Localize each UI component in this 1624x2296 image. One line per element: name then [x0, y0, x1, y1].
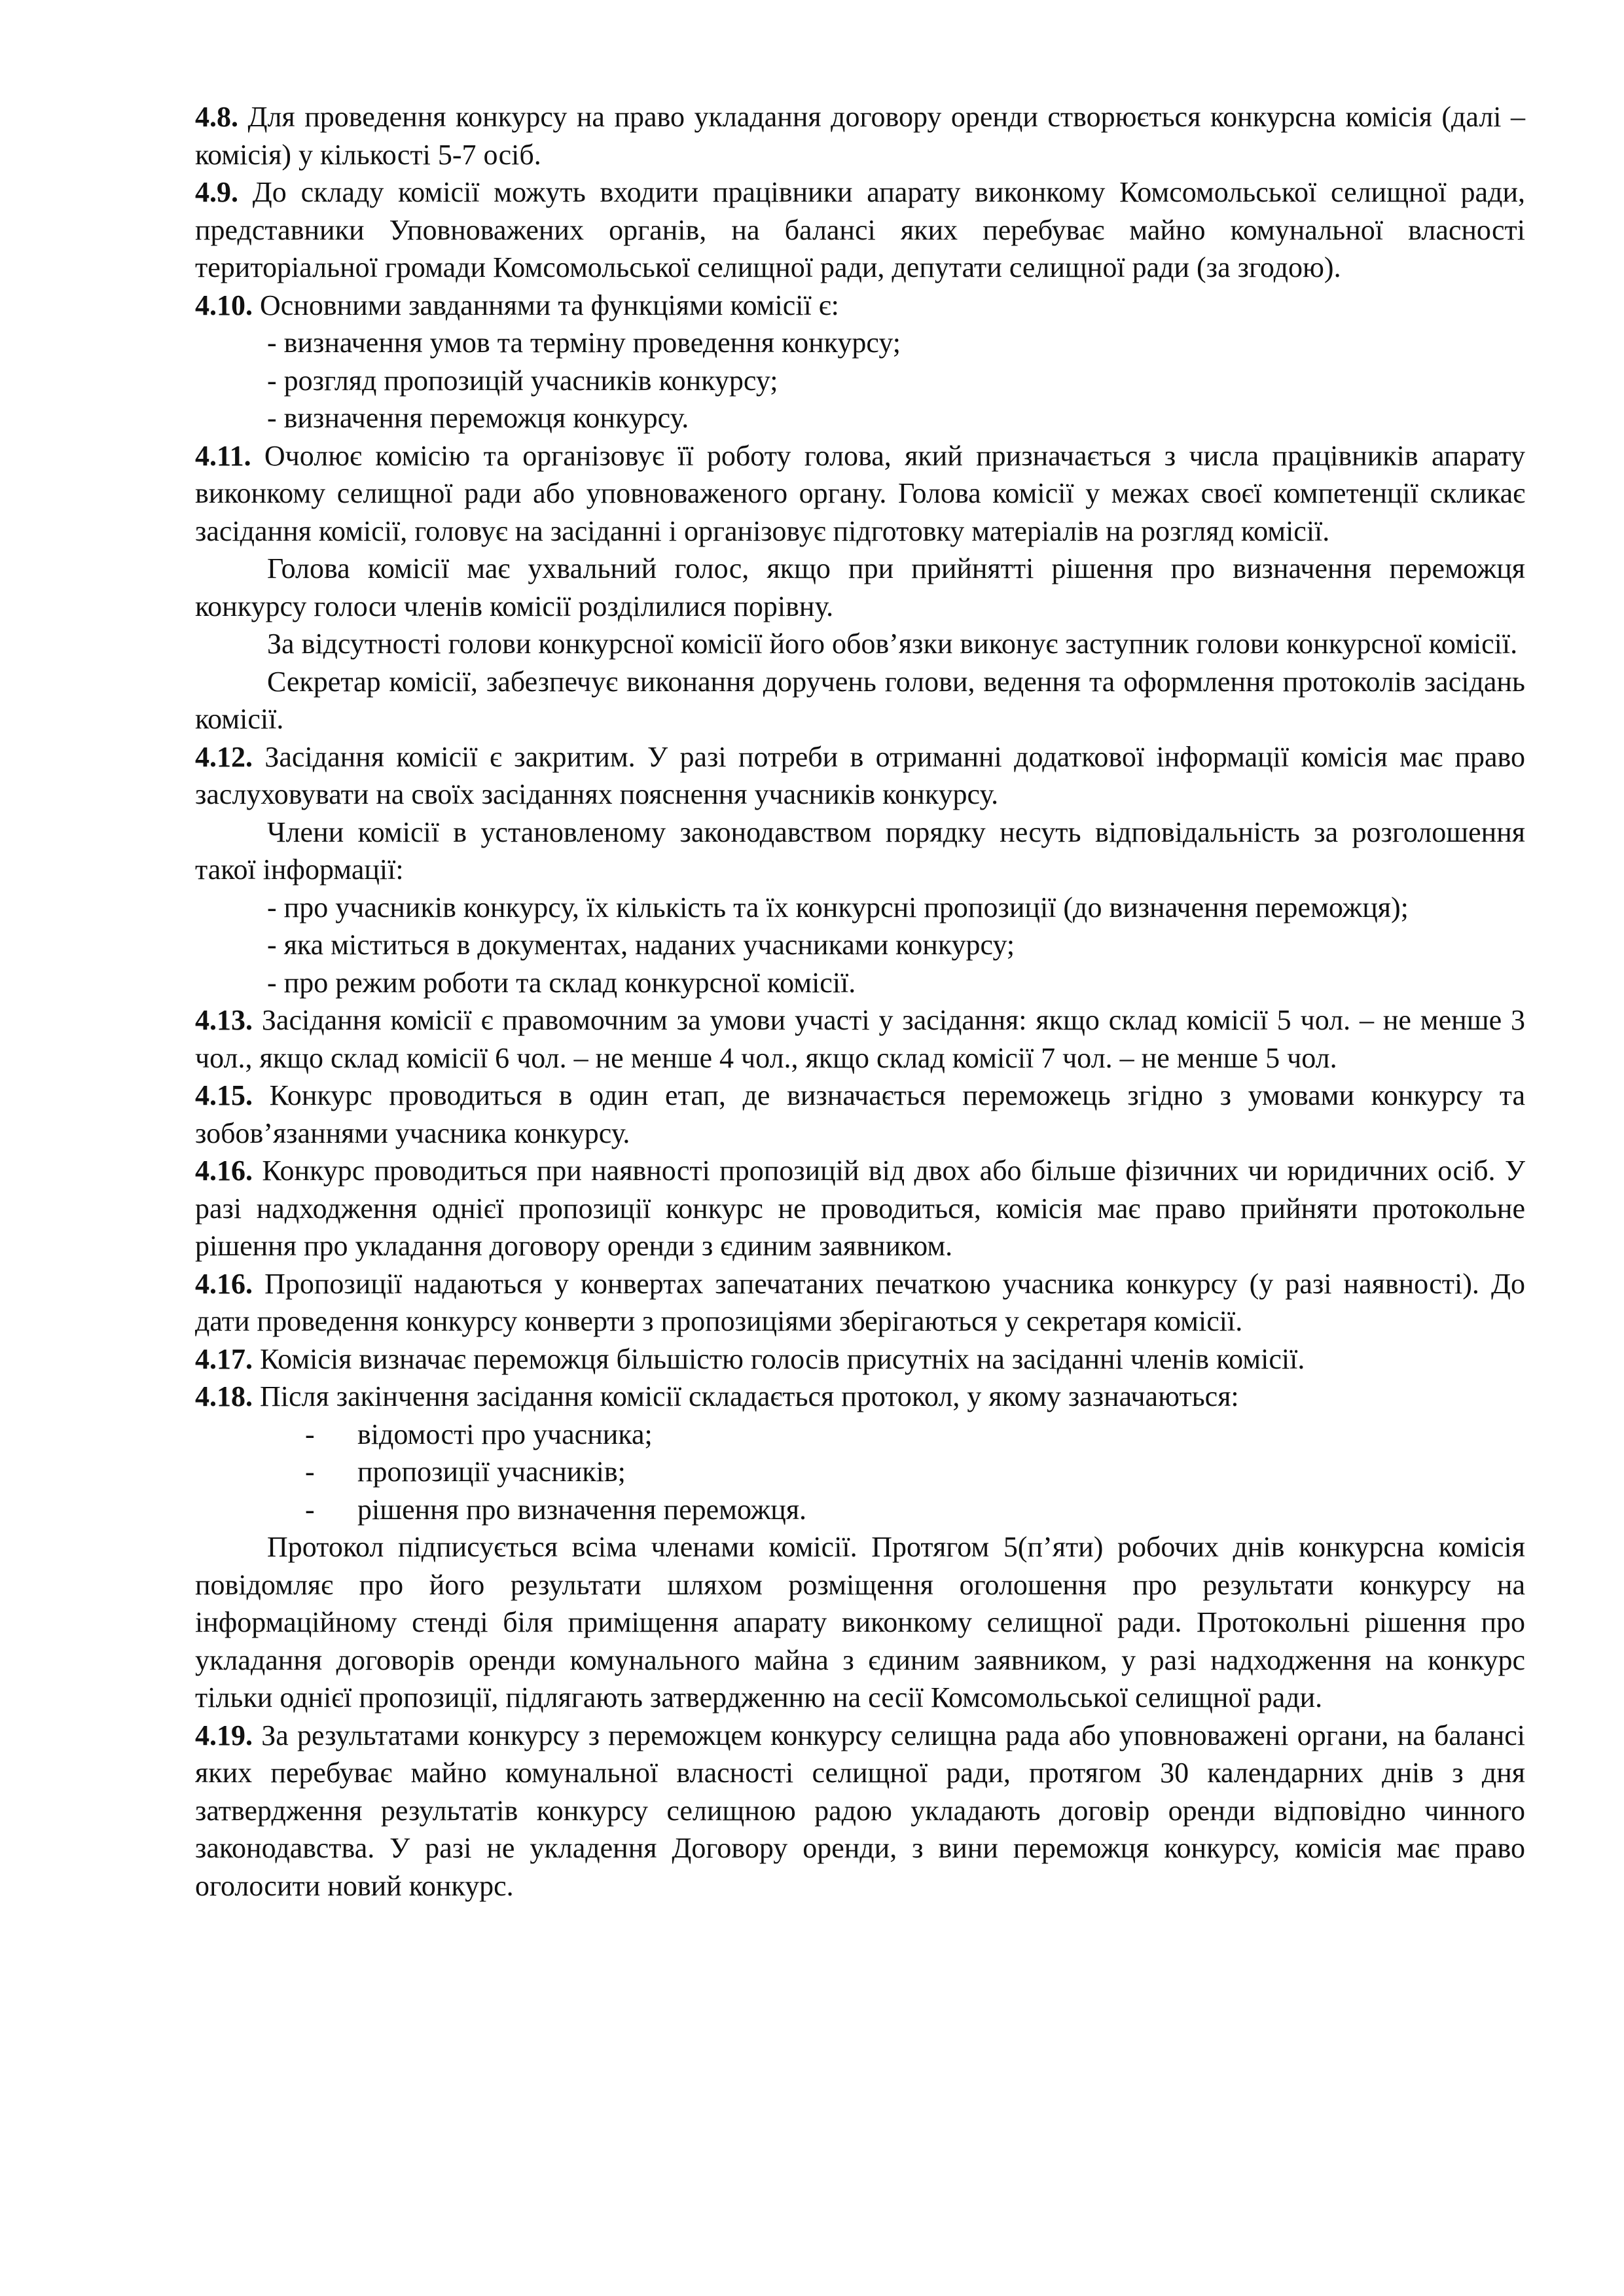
list-item: - розгляд пропозицій учасників конкурсу; [267, 364, 778, 397]
clause-number: 4.8. [195, 101, 238, 133]
paragraph-4-15 [195, 1077, 1525, 1152]
document-page [195, 98, 1525, 1905]
paragraph-4-17 [195, 1340, 1525, 1378]
list-item: - про режим роботи та склад конкурсної комісії. [267, 966, 856, 999]
clause-text: Для проведення конкурсу на право укладання договору оренди створюється конкурсна комісія (далі – комісія) у кількості 5-7 осіб. [195, 101, 1526, 171]
clause-number: 4.17. [195, 1342, 253, 1375]
clause-number: 4.10. [195, 289, 253, 321]
clause-number: 4.13. [195, 1004, 253, 1036]
paragraph-4-13 [195, 1001, 1525, 1077]
dash-bullet: - [305, 1418, 315, 1450]
paragraph-4-10 [195, 287, 1525, 325]
paragraph-4-8 [195, 98, 1525, 173]
list-item: - яка міститься в документах, наданих учасниками конкурсу; [267, 929, 1015, 961]
dash-item-text: рішення про визначення переможця. [357, 1493, 807, 1526]
clause-text: До складу комісії можуть входити працівники апарату виконкому Комсомольської селищної ради, представники Уповноважених органів, на балансі яких перебуває майно комунальної власності територіальної громади Комсомольської селищної ради, депутати селищної ради (за згодою). [195, 176, 1526, 283]
clause-text: Після закінчення засідання комісії складається протокол, у якому зазначаються: [260, 1380, 1239, 1412]
clause-number: 4.18. [195, 1380, 253, 1412]
dash-item-text: пропозиції учасників; [357, 1456, 626, 1488]
dash-bullet: - [305, 1493, 315, 1526]
dash-item-text: відомості про учасника; [357, 1418, 653, 1450]
paragraph-4-16-a [195, 1152, 1525, 1265]
clause-text: Конкурс проводиться при наявності пропозицій від двох або більше фізичних чи юридичних осіб. У разі надходження однієї пропозиції конкурс не проводиться, комісія має право прийняти протокольне рішення про укладання договору оренди з єдиним заявником. [195, 1155, 1525, 1262]
clause-text: Засідання комісії є закритим. У разі потреби в отриманні додаткової інформації комісія має право заслуховувати на своїх засіданнях пояснення учасників конкурсу. [195, 740, 1526, 810]
clause-text: Очолює комісію та організовує її роботу голова, який призначається з числа працівників апарату виконкому селищної ради або уповноваженого органу. Голова комісії у межах своєї компетенції скликає засідання комісії, головує на засіданні і організовує підготовку матеріалів на розгляд комісії. [195, 439, 1526, 547]
clause-text: Засідання комісії є правомочним за умови участі у засідання: якщо склад комісії 5 чол. – не менше 3 чол., якщо склад комісії 6 чол. – не менше 4 чол., якщо склад комісії 7 чол. – не менше 5 чол. [195, 1004, 1526, 1074]
paragraph-4-19 [195, 1717, 1525, 1905]
clause-number: 4.11. [195, 439, 251, 472]
clause-text: Комісія визначає переможця більшістю голосів присутніх на засіданні членів комісії. [260, 1342, 1305, 1375]
clause-number: 4.19. [195, 1719, 253, 1751]
paragraph-4-11 [195, 437, 1525, 550]
sub-paragraph: Члени комісії в установленому законодавством порядку несуть відповідальність за розголошення такої інформації: [195, 816, 1525, 886]
list-item: - визначення переможця конкурсу. [267, 402, 689, 434]
clause-number: 4.9. [195, 176, 238, 208]
list-item: - визначення умов та терміну проведення конкурсу; [267, 327, 901, 359]
dash-list-item [195, 1453, 1525, 1491]
paragraph-4-16-b [195, 1265, 1525, 1340]
sub-paragraph: Секретар комісії, забезпечує виконання доручень голови, ведення та оформлення протоколів засідань комісії. [195, 665, 1525, 735]
paragraph-4-18 [195, 1378, 1525, 1416]
dash-list-item [195, 1416, 1525, 1454]
clause-text: Основними завданнями та функціями комісії є: [260, 289, 839, 321]
list-item: - про учасників конкурсу, їх кількість та їх конкурсні пропозиції (до визначення переможця); [267, 891, 1409, 924]
dash-list-item [195, 1491, 1525, 1529]
clause-text: Пропозиції надаються у конвертах запечатаних печаткою учасника конкурсу (у разі наявності). До дати проведення конкурсу конверти з пропозиціями зберігаються у секретаря комісії. [195, 1267, 1525, 1337]
sub-paragraph: Голова комісії має ухвальний голос, якщо при прийнятті рішення про визначення переможця конкурсу голоси членів комісії розділилися порівну. [195, 552, 1525, 622]
clause-text: Конкурс проводиться в один етап, де визначається переможець згідно з умовами конкурсу та зобов’язаннями учасника конкурсу. [195, 1079, 1526, 1149]
sub-paragraph: За відсутності голови конкурсної комісії його обов’язки виконує заступник голови конкурсної комісії. [267, 628, 1518, 660]
clause-number: 4.12. [195, 740, 253, 773]
clause-number: 4.16. [195, 1155, 253, 1187]
dash-bullet: - [305, 1456, 315, 1488]
paragraph-4-9 [195, 173, 1525, 287]
clause-number: 4.15. [195, 1079, 253, 1111]
sub-paragraph: Протокол підписується всіма членами комісії. Протягом 5(п’яти) робочих днів конкурсна комісія повідомляє про його результати шляхом розміщення оголошення про результати конкурсу на інформаційному стенді біля приміщення апарату виконкому селищної ради. Протокольні рішення про укладання договорів оренди комунального майна з єдиним заявником, у разі надходження на конкурс тільки однієї пропозиції, підлягають затвердженню на сесії Комсомольської селищної ради. [195, 1531, 1525, 1713]
paragraph-4-12 [195, 738, 1525, 814]
clause-number: 4.16. [195, 1267, 253, 1300]
clause-text: За результатами конкурсу з переможцем конкурсу селищна рада або уповноважені органи, на балансі яких перебуває майно комунальної власності селищної ради, протягом 30 календарних днів з дня затвердження результатів конкурсу селищною радою укладають договір оренди відповідно чинного законодавства. У разі не укладення Договору оренди, з вини переможця конкурсу, комісія має право оголосити новий конкурс. [195, 1719, 1525, 1902]
